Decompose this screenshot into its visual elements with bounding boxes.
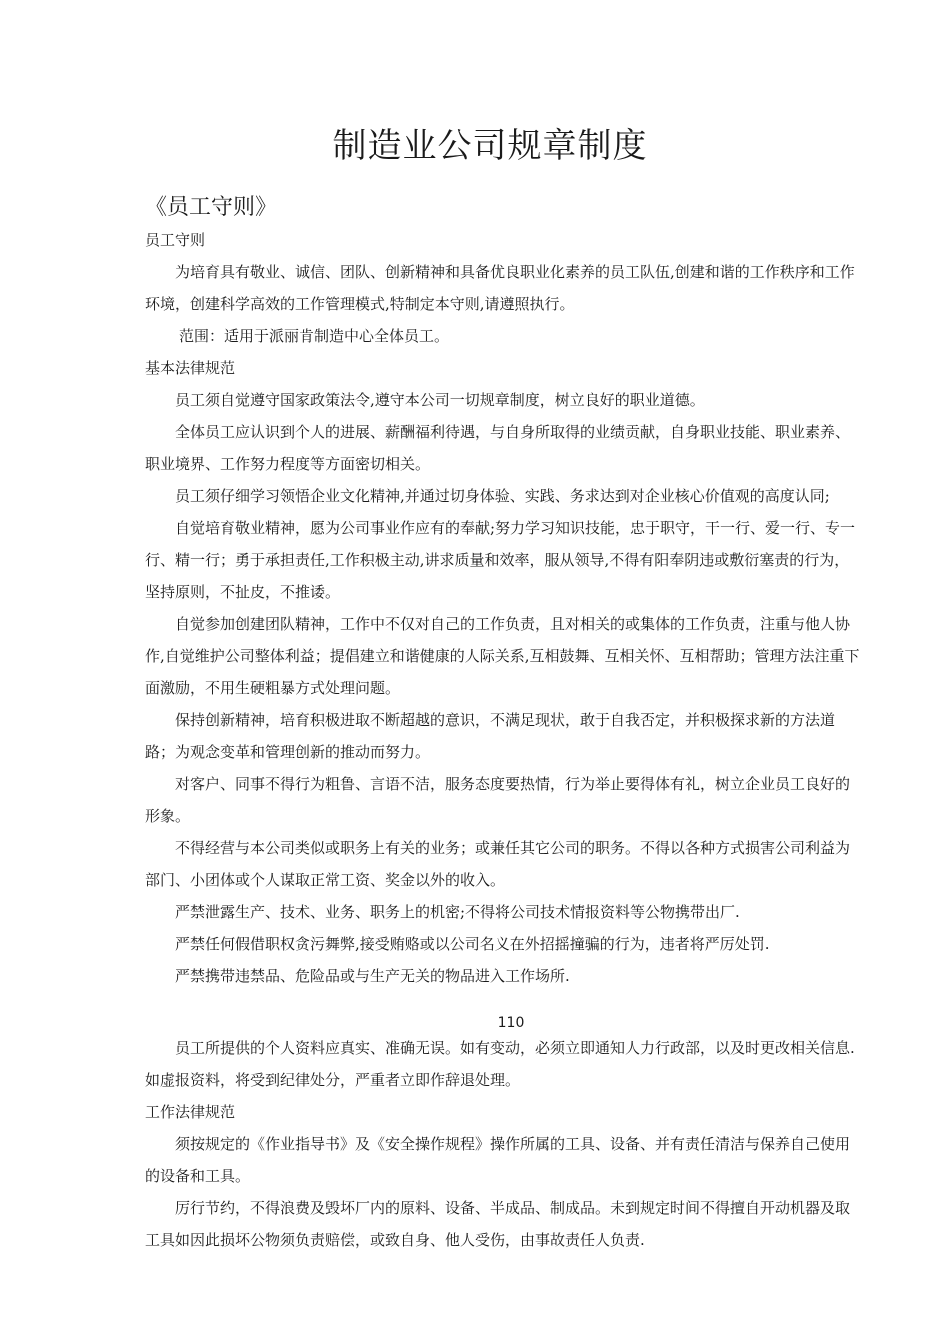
document-title: 制造业公司规章制度 bbox=[332, 126, 648, 166]
main-content bbox=[145, 192, 860, 992]
sub-heading: 员工守则 bbox=[145, 231, 206, 249]
paragraph-purpose: 为培育具有敬业、诚信、团队、创新精神和具备优良职业化素养的员工队伍,创建和谐的工作秩序和工作环境，创建科学高效的工作管理模式,特制定本守则,请遵照执行。 bbox=[145, 263, 855, 313]
paragraph-rule: 厉行节约，不得浪费及毁坏厂内的原料、设备、半成品、制成品。未到规定时间不得擅自开动机器及取工具如因此损坏公物须负责赔偿，或致自身、他人受伤，由事故责任人负责. bbox=[145, 1199, 851, 1249]
heading-basic-legal: 基本法律规范 bbox=[145, 359, 236, 377]
paragraph-rule: 员工须仔细学习领悟企业文化精神,并通过切身体验、实践、务求达到对企业核心价值观的高度认同; bbox=[175, 487, 830, 505]
paragraph-rule: 自觉参加创建团队精神，工作中不仅对自己的工作负责，且对相关的或集体的工作负责，注重与他人协作,自觉维护公司整体利益；提倡建立和谐健康的人际关系,互相鼓舞、互相关怀、互相帮助；管理方法注重下面激励，不用生硬粗暴方式处理问题。 bbox=[145, 615, 860, 697]
continued-content bbox=[145, 1032, 860, 1256]
paragraph-rule: 员工所提供的个人资料应真实、准确无误。如有变动，必须立即通知人力行政部，以及时更改相关信息.如虚报资料，将受到纪律处分，严重者立即作辞退处理。 bbox=[145, 1039, 855, 1089]
paragraph-rule: 严禁携带违禁品、危险品或与生产无关的物品进入工作场所. bbox=[175, 967, 570, 985]
paragraph-rule: 保持创新精神，培育积极进取不断超越的意识，不满足现状，敢于自我否定，并积极探求新的方法道路；为观念变革和管理创新的推动而努力。 bbox=[145, 711, 836, 761]
page-number: 110 bbox=[497, 1015, 525, 1031]
paragraph-rule: 员工须自觉遵守国家政策法令,遵守本公司一切规章制度，树立良好的职业道德。 bbox=[175, 391, 705, 409]
paragraph-rule: 须按规定的《作业指导书》及《安全操作规程》操作所属的工具、设备、并有责任清洁与保养自己使用的设备和工具。 bbox=[145, 1135, 851, 1185]
paragraph-rule: 严禁泄露生产、技术、业务、职务上的机密;不得将公司技术情报资料等公物携带出厂. bbox=[175, 903, 740, 921]
paragraph-rule: 不得经营与本公司类似或职务上有关的业务；或兼任其它公司的职务。不得以各种方式损害公司利益为部门、小团体或个人谋取正常工资、奖金以外的收入。 bbox=[145, 839, 851, 889]
paragraph-scope: 范围：适用于派丽肯制造中心全体员工。 bbox=[179, 327, 450, 345]
paragraph-rule: 对客户、同事不得行为粗鲁、言语不洁，服务态度要热情，行为举止要得体有礼，树立企业员工良好的形象。 bbox=[145, 775, 851, 825]
paragraph-rule: 全体员工应认识到个人的进展、薪酬福利待遇，与自身所取得的业绩贡献，自身职业技能、职业素养、职业境界、工作努力程度等方面密切相关。 bbox=[145, 423, 851, 473]
section-heading: 《员工守则》 bbox=[145, 195, 278, 220]
paragraph-rule: 严禁任何假借职权贪污舞弊,接受贿赂或以公司名义在外招摇撞骗的行为，违者将严厉处罚. bbox=[175, 935, 770, 953]
heading-work-legal: 工作法律规范 bbox=[145, 1103, 236, 1121]
paragraph-rule: 自觉培育敬业精神，愿为公司事业作应有的奉献;努力学习知识技能，忠于职守，干一行、爱一行、专一行、精一行；勇于承担责任,工作积极主动,讲求质量和效率，服从领导,不得有阳奉阴违或敷衍塞责的行为，坚持原则，不扯皮，不推诿。 bbox=[145, 519, 856, 601]
